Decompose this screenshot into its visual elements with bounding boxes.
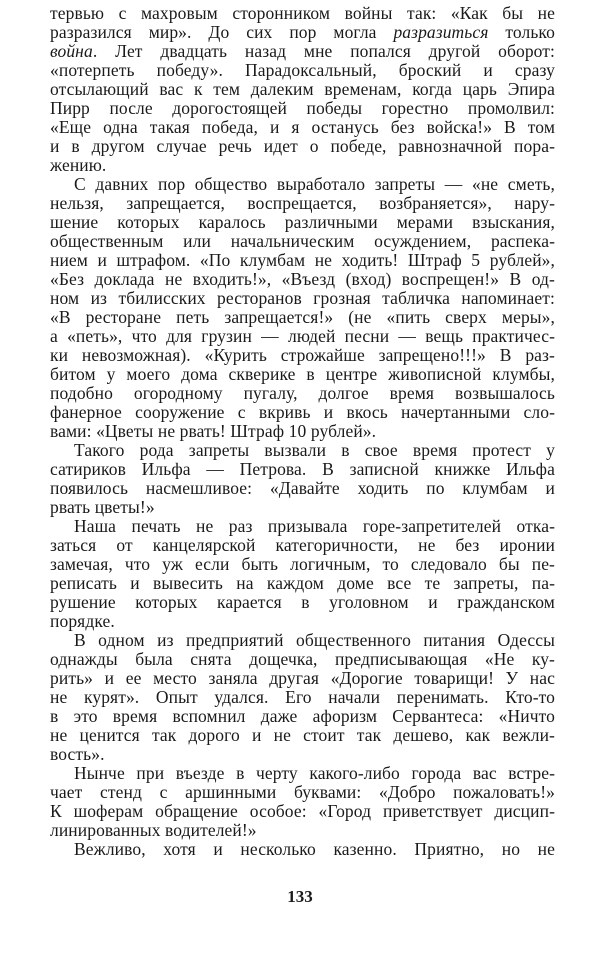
text-line xyxy=(50,783,555,802)
text-span: ном из тбилисских ресторанов грозная табличка напоминает: xyxy=(50,288,555,308)
text-span: ки невозможная). «Курить строжайше запрещено!!!» В раз- xyxy=(50,345,555,365)
text-span: битом у моего дома скверике в центре живописной клумбы, xyxy=(50,364,555,384)
text-line xyxy=(50,574,555,593)
text-span: порядке. xyxy=(50,611,115,631)
text-line xyxy=(50,745,555,764)
text-line xyxy=(50,498,555,517)
text-span: Нынче при въезде в черту какого-либо города вас встре- xyxy=(74,763,555,783)
text-span: в это время вспомнил даже афоризм Сервантеса: «Ничто xyxy=(50,706,555,726)
text-span: рушение которых карается в уголовном и гражданском xyxy=(50,592,555,612)
text-span: чает стенд с аршинными буквами: «Добро пожаловать!» xyxy=(50,782,555,802)
text-span: В одном из предприятий общественного питания Одессы xyxy=(74,630,555,650)
text-line xyxy=(50,555,555,574)
text-span: «потерпеть победу». Парадоксальный, броский и сразу xyxy=(50,60,555,80)
text-span: сатириков Ильфа — Петрова. В записной книжке Ильфа xyxy=(50,459,555,479)
page-body-text xyxy=(50,4,555,859)
text-line xyxy=(50,517,555,536)
text-span: Наша печать не раз призывала горе-запретителей отка- xyxy=(74,516,555,536)
text-span: замечая, что уж если быть логичным, то следовало бы пе- xyxy=(50,554,555,574)
text-line xyxy=(50,80,555,99)
text-line xyxy=(50,270,555,289)
text-line xyxy=(50,194,555,213)
text-span: общественным или начальническим осуждением, распека- xyxy=(50,231,555,251)
text-span: вами: «Цветы не рвать! Штраф 10 рублей». xyxy=(50,421,377,441)
text-span: а «петь», что для грузин — людей песни — вещь практичес- xyxy=(50,326,555,346)
text-span: С давних пор общество выработало запреты — «не сметь, xyxy=(74,174,555,194)
text-line xyxy=(50,251,555,270)
text-line xyxy=(50,118,555,137)
text-line xyxy=(50,821,555,840)
italic-text: разразиться xyxy=(393,22,489,42)
text-line xyxy=(50,422,555,441)
text-line xyxy=(50,441,555,460)
text-line xyxy=(50,232,555,251)
text-span: тервью с махровым сторонником войны так: «Как бы не xyxy=(50,3,555,23)
text-line xyxy=(50,612,555,631)
text-span: К шоферам обращение особое: «Город приветствует дисцип- xyxy=(50,801,555,821)
text-line xyxy=(50,726,555,745)
text-span: «В ресторане петь запрещается!» (не «пить сверх меры», xyxy=(50,307,555,327)
text-line xyxy=(50,403,555,422)
text-span: только xyxy=(488,22,555,42)
text-line xyxy=(50,365,555,384)
text-line xyxy=(50,327,555,346)
text-span: реписать и вывесить на каждом доме все те запреты, па- xyxy=(50,573,555,593)
text-line xyxy=(50,308,555,327)
text-line xyxy=(50,536,555,555)
text-span: «Еще одна такая победа, и я останусь без войска!» В том xyxy=(50,117,555,137)
text-span: подобно огородному пугалу, долгое время возвышалось xyxy=(50,383,555,403)
text-line xyxy=(50,156,555,175)
text-span: рвать цветы!» xyxy=(50,497,155,517)
text-span: не ценится так дорого и не стоит так дешево, как вежли- xyxy=(50,725,555,745)
text-line xyxy=(50,840,555,859)
text-span: не курят». Опыт удался. Его начали перенимать. Кто-то xyxy=(50,687,555,707)
text-line xyxy=(50,61,555,80)
text-span: рить» и ее место заняла другая «Дорогие товарищи! У нас xyxy=(50,668,555,688)
text-span: фанерное сооружение с вкривь и вкось начертанными сло- xyxy=(50,402,555,422)
text-line xyxy=(50,213,555,232)
text-span: Такого рода запреты вызвали в свое время протест у xyxy=(74,440,555,460)
text-line xyxy=(50,23,555,42)
text-span: . Лет двадцать назад мне попался другой оборот: xyxy=(92,41,555,61)
text-span: нельзя, запрещается, воспрещается, возбраняется», нару- xyxy=(50,193,555,213)
text-span: вость». xyxy=(50,744,105,764)
text-span: однажды была снята дощечка, предписывающая «Не ку- xyxy=(50,649,555,669)
text-span: «Без доклада не входить!», «Въезд (вход) воспрещен!» В од- xyxy=(50,269,555,289)
text-line xyxy=(50,137,555,156)
text-line xyxy=(50,707,555,726)
text-line xyxy=(50,631,555,650)
text-line xyxy=(50,688,555,707)
text-line xyxy=(50,802,555,821)
italic-text: война xyxy=(50,41,93,61)
text-span: заться от канцелярской категоричности, не без иронии xyxy=(50,535,555,555)
text-line xyxy=(50,175,555,194)
text-line xyxy=(50,346,555,365)
text-line xyxy=(50,4,555,23)
text-span: линированных водителей!» xyxy=(50,820,257,840)
text-span: шение которых каралось различными мерами взыскания, xyxy=(50,212,555,232)
text-span: появилось насмешливое: «Давайте ходить по клумбам и xyxy=(50,478,555,498)
text-line xyxy=(50,460,555,479)
text-span: жению. xyxy=(50,155,107,175)
text-line xyxy=(50,289,555,308)
text-line xyxy=(50,593,555,612)
text-span: разразился мир». До сих пор могла xyxy=(50,22,394,42)
text-line xyxy=(50,764,555,783)
text-span: отсылающий вас к тем далеким временам, когда царь Эпира xyxy=(50,79,555,99)
text-line xyxy=(50,42,555,61)
text-span: Вежливо, хотя и несколько казенно. Приятно, но не xyxy=(74,839,555,859)
text-line xyxy=(50,99,555,118)
text-line xyxy=(50,650,555,669)
page-number: 133 xyxy=(287,887,313,906)
text-line xyxy=(50,384,555,403)
text-span: Пирр после дорогостоящей победы горестно промолвил: xyxy=(50,98,555,118)
text-span: нием и штрафом. «По клумбам не ходить! Штраф 5 рублей», xyxy=(50,250,555,270)
text-line xyxy=(50,669,555,688)
text-line xyxy=(50,479,555,498)
text-span: и в другом случае речь идет о победе, равнозначной пора- xyxy=(50,136,555,156)
